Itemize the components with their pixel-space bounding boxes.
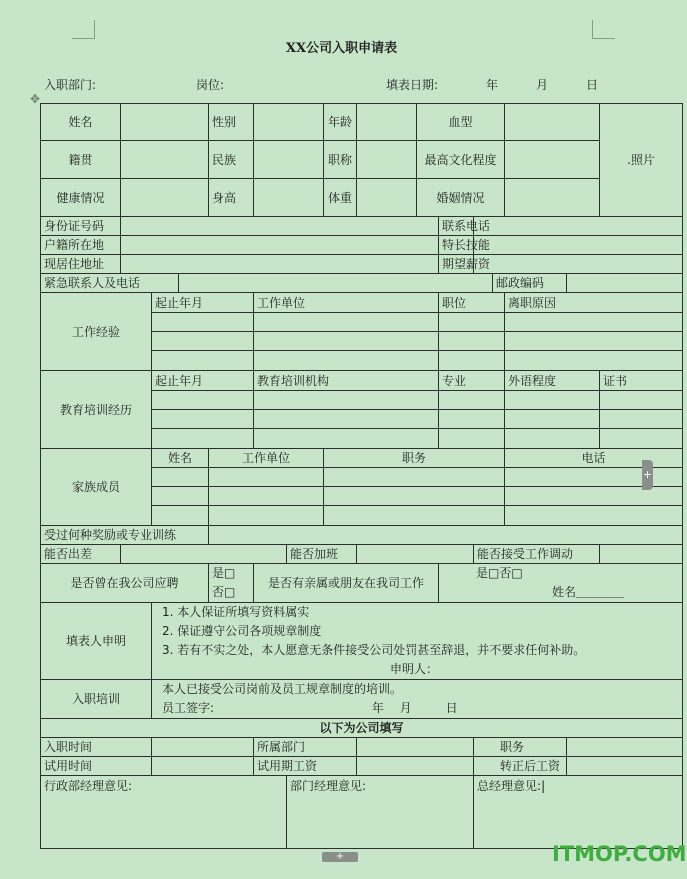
work-cell[interactable]	[439, 351, 505, 371]
declarant-signature[interactable]: 申明人：	[390, 662, 439, 676]
edu-cell[interactable]	[152, 429, 254, 449]
family-name-header: 姓名	[152, 449, 209, 468]
training-statement: 本人已接受公司岗前及员工规章制度的培训。	[162, 682, 403, 696]
travel-label: 能否出差	[41, 545, 121, 564]
edu-cell[interactable]	[439, 429, 505, 449]
household-field[interactable]	[121, 236, 439, 255]
health-label: 健康情况	[41, 179, 121, 217]
gender-field[interactable]	[254, 104, 324, 141]
duty-field[interactable]	[567, 738, 683, 757]
edu-org-header: 教育培训机构	[254, 371, 439, 391]
edu-cert-header: 证书	[600, 371, 683, 391]
education-field[interactable]	[505, 141, 600, 179]
relatives-label: 是否有亲属或朋友在我司工作	[254, 564, 439, 603]
weight-label: 体重	[324, 179, 357, 217]
salary-field[interactable]	[474, 255, 683, 274]
family-cell[interactable]	[505, 487, 683, 506]
edu-cell[interactable]	[600, 391, 683, 410]
training-label: 入职培训	[41, 680, 152, 719]
ethnic-field[interactable]	[254, 141, 324, 179]
edu-cell[interactable]	[505, 391, 600, 410]
work-cell[interactable]	[505, 313, 683, 332]
edu-cell[interactable]	[254, 391, 439, 410]
applied-before-label: 是否曾在我公司应聘	[41, 564, 209, 603]
title-field[interactable]	[357, 141, 417, 179]
education-label: 最高文化程度	[417, 141, 505, 179]
work-cell[interactable]	[439, 332, 505, 351]
name-field[interactable]	[121, 104, 209, 141]
work-cell[interactable]	[505, 332, 683, 351]
photo-cell[interactable]: .照片	[600, 104, 683, 217]
family-cell[interactable]	[324, 468, 505, 487]
edu-cell[interactable]	[505, 410, 600, 429]
awards-label: 受过何种奖励或专业训练	[41, 526, 209, 545]
postcode-field[interactable]	[567, 274, 683, 293]
dept-opinion-cell[interactable]	[287, 776, 474, 849]
work-cell[interactable]	[439, 313, 505, 332]
company-section-title: 以下为公司填写	[41, 719, 683, 738]
department-label: 入职部门:	[44, 78, 97, 92]
form-title: XX公司入职申请表	[285, 41, 398, 56]
relatives-options[interactable]	[439, 564, 683, 603]
training-signature-line[interactable]: 员工签字: 年 月 日	[162, 699, 679, 718]
dept-opinion-label: 部门经理意见:	[290, 779, 367, 793]
application-form-table	[40, 103, 683, 849]
transfer-label: 能否接受工作调动	[474, 545, 600, 564]
gender-label: 性别	[209, 104, 254, 141]
declaration-content	[152, 603, 683, 680]
postcode-label: 邮政编码	[493, 274, 567, 293]
ethnic-label: 民族	[209, 141, 254, 179]
native-label: 籍贯	[41, 141, 121, 179]
table-move-handle-icon[interactable]: ✥	[30, 92, 41, 106]
age-field[interactable]	[357, 104, 417, 141]
edu-cell[interactable]	[600, 429, 683, 449]
training-month: 月	[399, 701, 412, 715]
relatives-name-blank[interactable]: 姓名＿＿＿＿	[552, 585, 625, 599]
skills-label: 特长技能	[439, 236, 474, 255]
family-cell[interactable]	[324, 487, 505, 506]
work-section-label: 工作经验	[41, 293, 152, 371]
health-field[interactable]	[121, 179, 209, 217]
edu-cell[interactable]	[439, 391, 505, 410]
year-label: 年	[486, 78, 499, 92]
work-post-header: 职位	[439, 293, 505, 313]
name-label: 姓名	[41, 104, 121, 141]
family-unit-header: 工作单位	[209, 449, 324, 468]
no-checkbox[interactable]: 否□	[212, 585, 236, 599]
regular-salary-label: 转正后工资	[474, 757, 567, 776]
edu-language-header: 外语程度	[505, 371, 600, 391]
marriage-label: 婚姻情况	[417, 179, 505, 217]
edu-cell[interactable]	[505, 429, 600, 449]
gm-opinion-label: 总经理意见:	[477, 779, 542, 793]
gm-opinion-cell[interactable]	[474, 776, 683, 849]
family-duty-header: 职务	[324, 449, 505, 468]
regular-salary-field[interactable]	[567, 757, 683, 776]
family-cell[interactable]	[152, 468, 209, 487]
admin-opinion-cell[interactable]	[41, 776, 287, 849]
admin-opinion-label: 行政部经理意见:	[44, 779, 133, 793]
text-cursor: |	[541, 779, 546, 793]
family-cell[interactable]	[505, 506, 683, 526]
trial-salary-field[interactable]	[357, 757, 474, 776]
transfer-field[interactable]	[600, 545, 683, 564]
duty-label: 职务	[474, 738, 567, 757]
day-label: 日	[586, 78, 599, 92]
watermark-logo: ITMOP.COM	[552, 842, 687, 866]
work-cell[interactable]	[152, 351, 254, 371]
add-column-button[interactable]: +	[642, 460, 653, 490]
work-cell[interactable]	[254, 332, 439, 351]
yes-checkbox[interactable]: 是□	[212, 566, 236, 580]
trial-time-label: 试用时间	[41, 757, 152, 776]
height-label: 身高	[209, 179, 254, 217]
declaration-label: 填表人申明	[41, 603, 152, 680]
awards-field[interactable]	[209, 526, 683, 545]
work-cell[interactable]	[254, 351, 439, 371]
fill-date-label: 填表日期:	[386, 78, 439, 92]
work-cell[interactable]	[152, 313, 254, 332]
native-field[interactable]	[121, 141, 209, 179]
edu-cell[interactable]	[600, 410, 683, 429]
work-unit-header: 工作单位	[254, 293, 439, 313]
family-cell[interactable]	[209, 506, 324, 526]
edu-cell[interactable]	[152, 391, 254, 410]
training-content	[152, 680, 683, 719]
household-label: 户籍所在地	[41, 236, 121, 255]
edu-cell[interactable]	[152, 410, 254, 429]
overtime-label: 能否加班	[287, 545, 357, 564]
salary-label: 期望薪资	[439, 255, 474, 274]
work-cell[interactable]	[254, 313, 439, 332]
blood-field[interactable]	[505, 104, 600, 141]
age-label: 年龄	[324, 104, 357, 141]
skills-field[interactable]	[474, 236, 683, 255]
emergency-label: 紧急联系人及电话	[41, 274, 179, 293]
employee-signature-label: 员工签字:	[162, 701, 215, 715]
training-day: 日	[445, 701, 458, 715]
family-cell[interactable]	[152, 487, 209, 506]
dept-label: 所属部门	[254, 738, 357, 757]
edu-cell[interactable]	[254, 410, 439, 429]
trial-salary-label: 试用期工资	[254, 757, 357, 776]
edu-cell[interactable]	[254, 429, 439, 449]
applied-before-options[interactable]	[209, 564, 254, 603]
family-cell[interactable]	[209, 487, 324, 506]
edu-period-header: 起止年月	[152, 371, 254, 391]
title-label: 职称	[324, 141, 357, 179]
position-label: 岗位:	[196, 78, 225, 92]
blood-label: 血型	[417, 104, 505, 141]
edu-section-label: 教育培训经历	[41, 371, 152, 449]
family-cell[interactable]	[505, 468, 683, 487]
height-field[interactable]	[254, 179, 324, 217]
family-phone-header: 电话	[505, 449, 683, 468]
join-time-label: 入职时间	[41, 738, 152, 757]
family-cell[interactable]	[152, 506, 209, 526]
edu-cell[interactable]	[439, 410, 505, 429]
id-number-field[interactable]	[121, 217, 439, 236]
address-label: 现居住地址	[41, 255, 121, 274]
work-cell[interactable]	[152, 332, 254, 351]
travel-field[interactable]	[121, 545, 287, 564]
work-period-header: 起止年月	[152, 293, 254, 313]
family-cell[interactable]	[209, 468, 324, 487]
family-section-label: 家族成员	[41, 449, 152, 526]
declaration-line-3: 3. 若有不实之处，本人愿意无条件接受公司处罚甚至辞退，并不要求任何补助。	[162, 643, 586, 657]
overtime-field[interactable]	[357, 545, 474, 564]
add-row-button[interactable]: +	[322, 852, 358, 862]
address-field[interactable]	[121, 255, 439, 274]
family-cell[interactable]	[324, 506, 505, 526]
work-reason-header: 离职原因	[505, 293, 683, 313]
dept-field[interactable]	[357, 738, 474, 757]
marriage-field[interactable]	[505, 179, 600, 217]
work-cell[interactable]	[505, 351, 683, 371]
join-time-field[interactable]	[152, 738, 254, 757]
edu-major-header: 专业	[439, 371, 505, 391]
weight-field[interactable]	[357, 179, 417, 217]
trial-time-field[interactable]	[152, 757, 254, 776]
phone-label: 联系电话	[439, 217, 474, 236]
emergency-field[interactable]	[179, 274, 493, 293]
phone-field[interactable]	[474, 217, 683, 236]
id-number-label: 身份证号码	[41, 217, 121, 236]
relatives-yes-no-checkbox[interactable]: 是□否□	[476, 566, 523, 580]
declaration-line-1: 1. 本人保证所填写资料属实	[162, 605, 310, 619]
declaration-line-2: 2. 保证遵守公司各项规章制度	[162, 624, 322, 638]
month-label: 月	[536, 78, 549, 92]
